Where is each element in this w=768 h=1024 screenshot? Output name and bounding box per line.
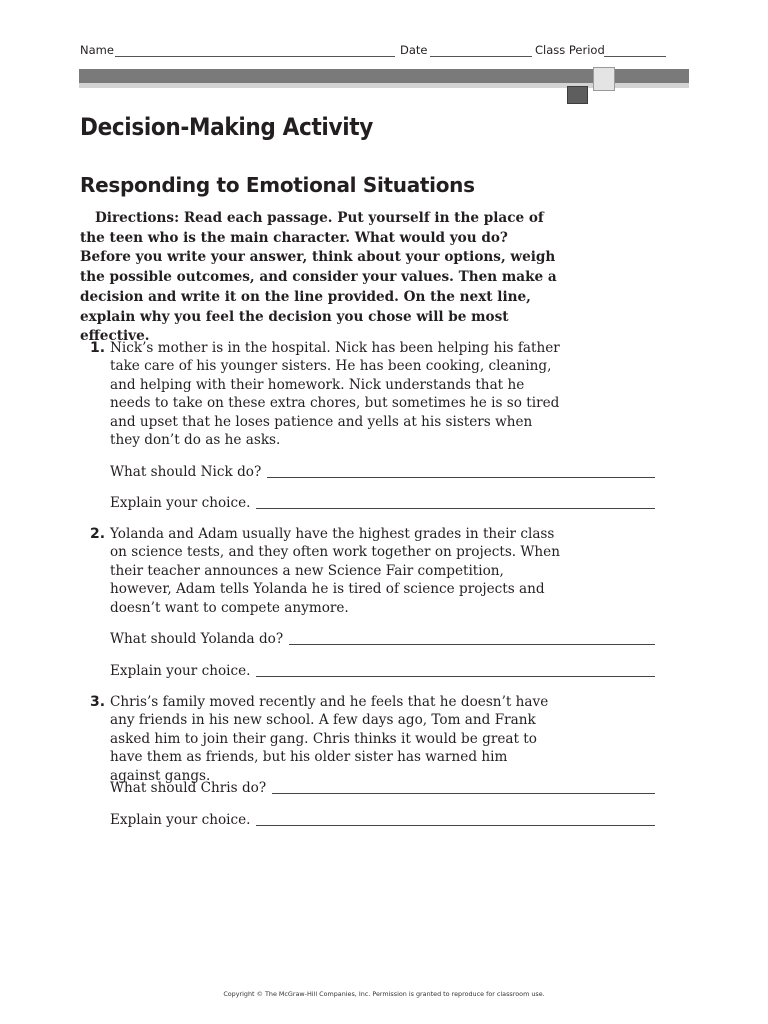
- decision-answer-line[interactable]: [272, 793, 655, 794]
- explain-answer-line[interactable]: [256, 825, 655, 826]
- item-number: 3.: [90, 694, 106, 710]
- explain-prompt: Explain your choice.: [110, 495, 251, 511]
- explain-answer-line[interactable]: [256, 676, 655, 677]
- decision-answer-line[interactable]: [289, 644, 655, 645]
- decision-answer-line[interactable]: [267, 477, 655, 478]
- worksheet-title: Decision-Making Activity: [80, 113, 373, 141]
- item-passage: Yolanda and Adam usually have the highest grades in their class on science tests, and they often work together on projects. When their teacher announces a new Science Fair competition, however, Adam tells Yolanda he is tired of science projects and doesn’t want to compete anymore.: [110, 526, 560, 616]
- section-title: Responding to Emotional Situations: [80, 173, 475, 197]
- decision-prompt: What should Yolanda do?: [110, 631, 284, 647]
- name-label: Name: [80, 43, 114, 57]
- decision-answer-row: [110, 776, 655, 796]
- item-number: 2.: [90, 526, 106, 542]
- class-period-label: Class Period: [535, 43, 605, 57]
- directions: Directions: Read each passage. Put yourself in the place of the teen who is the main character. What would you do? Before you write your answer, think about your options, weigh the possible outcomes, and consider your values. Then make a decision and write it on the line provided. On the next line, explain why you feel the decision you chose will be most effective.: [80, 210, 557, 345]
- explain-prompt: Explain your choice.: [110, 812, 251, 828]
- explain-answer-line[interactable]: [256, 508, 655, 509]
- header-bar-tab-dark: [567, 86, 588, 104]
- explain-answer-row: [110, 659, 655, 679]
- copyright-notice: Copyright © The McGraw-Hill Companies, Inc. Permission is granted to reproduce for classroom use.: [223, 990, 545, 998]
- item-number: 1.: [90, 340, 106, 356]
- name-field[interactable]: [115, 56, 395, 57]
- decision-prompt: What should Chris do?: [110, 780, 267, 796]
- decision-prompt: What should Nick do?: [110, 464, 262, 480]
- item-passage: Chris’s family moved recently and he feels that he doesn’t have any friends in his new school. A few days ago, Tom and Frank asked him to join their gang. Chris thinks it would be great to have them as friends, but his older sister has warned him against gangs.: [110, 694, 549, 784]
- decision-answer-row: [110, 460, 655, 480]
- item-passage: Nick’s mother is in the hospital. Nick has been helping his father take care of his younger sisters. He has been cooking, cleaning, and helping with their homework. Nick understands that he needs to take on these extra chores, but sometimes he is so tired and upset that he loses patience and yells at his sisters when they don’t do as he asks.: [110, 340, 560, 449]
- date-label: Date: [400, 43, 428, 57]
- header-bar-tab-light: [593, 67, 615, 91]
- explain-answer-row: [110, 808, 655, 828]
- explain-answer-row: [110, 491, 655, 511]
- decision-answer-row: [110, 627, 655, 647]
- student-info-fields: [80, 43, 670, 61]
- explain-prompt: Explain your choice.: [110, 663, 251, 679]
- date-field[interactable]: [430, 56, 532, 57]
- class-period-field[interactable]: [604, 56, 666, 57]
